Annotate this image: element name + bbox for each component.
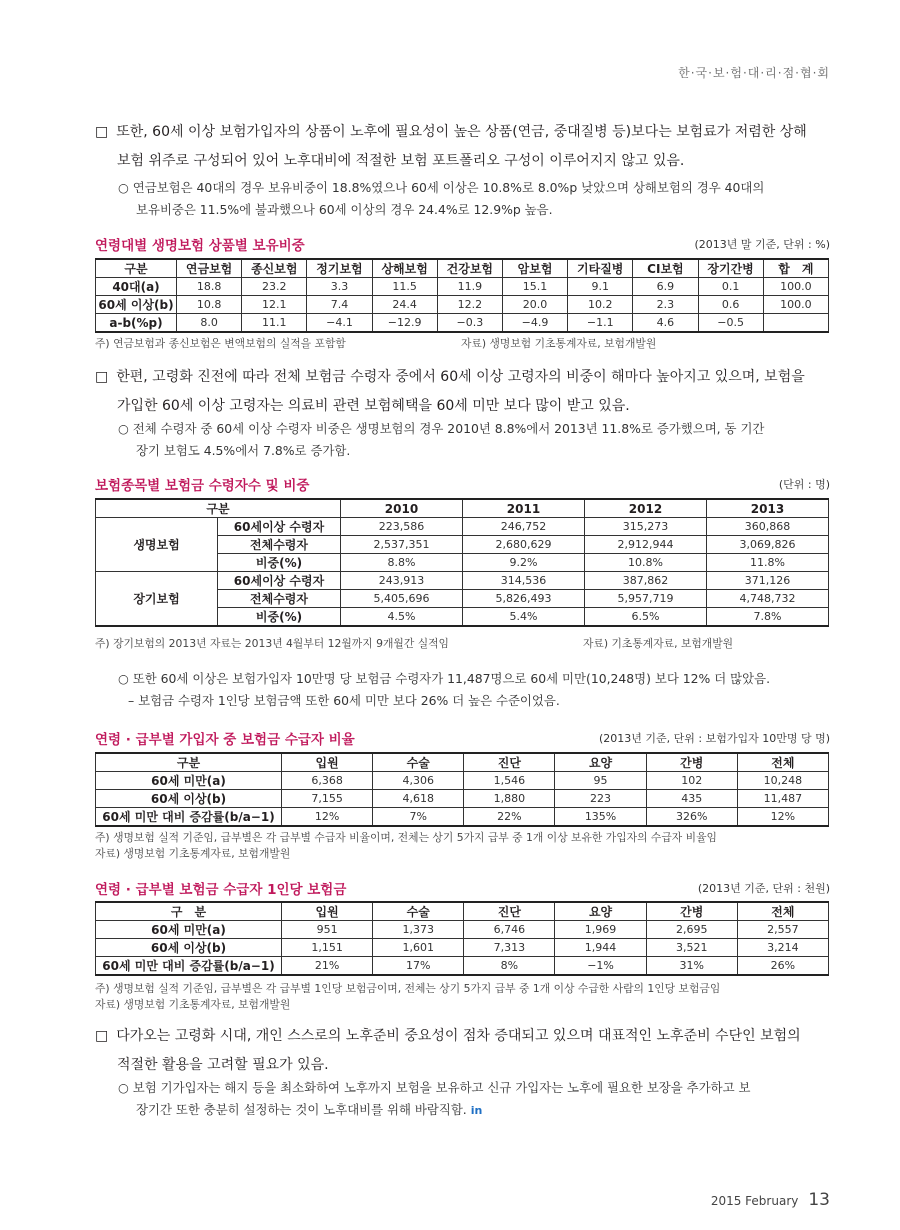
table-cell: 4.6: [633, 314, 698, 333]
column-header: 간병: [646, 753, 737, 772]
table-cell: −0.3: [437, 314, 502, 333]
table-cell: 12%: [737, 808, 828, 827]
column-header: 정기보험: [307, 259, 372, 278]
table-recipient-ratio: [95, 752, 829, 827]
column-header: CI보험: [633, 259, 698, 278]
table-cell: 7,155: [282, 790, 373, 808]
table-2-title-bar: [95, 474, 830, 494]
table-cell: 102: [646, 772, 737, 790]
table-holding-ratio: [95, 258, 829, 333]
table-cell: 5,826,493: [463, 590, 585, 608]
row-label: 60세 미만 대비 증감률(b/a−1): [96, 957, 282, 976]
table-cell: 17%: [373, 957, 464, 976]
table-cell: 7,313: [464, 939, 555, 957]
table-row: [96, 808, 829, 827]
table-cell: −1%: [555, 957, 646, 976]
table-cell: 1,880: [464, 790, 555, 808]
row-label: a-b(%p): [96, 314, 177, 333]
paragraph-line: 가입한 60세 이상 고령자는 의료비 관련 보험혜택을 60세 미만 보다 많이 받고 있음.: [117, 398, 630, 414]
table-cell: 7.4: [307, 296, 372, 314]
table-cell: 4,748,732: [707, 590, 829, 608]
table-cell: 326%: [646, 808, 737, 827]
column-header: 2013: [707, 499, 829, 518]
magazine-header: 한·국·보·험·대·리·점·협·회: [678, 66, 830, 80]
table-cell: −0.5: [698, 314, 763, 333]
row-label: 60세 미만(a): [96, 921, 282, 939]
column-header: 전체: [737, 902, 828, 921]
sub-line: 보험 기가입자는 해지 등을 최소화하여 노후까지 보험을 보유하고 신규 가입자는 노후에 필요한 보장을 추가하고 보: [132, 1080, 751, 1095]
table-cell: 3.3: [307, 278, 372, 296]
table-4-note: [95, 981, 835, 1013]
row-label: 60세 미만 대비 증감률(b/a−1): [96, 808, 282, 827]
table-amount-per-person: [95, 901, 829, 976]
row-label: 40대(a): [96, 278, 177, 296]
table-cell: 360,868: [707, 518, 829, 536]
table-cell: 18.8: [177, 278, 242, 296]
table-cell: 3,069,826: [707, 536, 829, 554]
table-title: 연령대별 생명보험 상품별 보유비중: [95, 238, 305, 254]
sub-bullet-1: [118, 177, 833, 221]
column-header: 구분: [96, 753, 282, 772]
table-cell: 11,487: [737, 790, 828, 808]
table-cell: 371,126: [707, 572, 829, 590]
table-cell: 387,862: [585, 572, 707, 590]
table-cell: 11.1: [242, 314, 307, 333]
note-text: 주) 연금보험과 종신보험은 변액보험의 실적을 포함함: [95, 337, 346, 350]
row-label: 60세 미만(a): [96, 772, 282, 790]
table-cell: −1.1: [568, 314, 633, 333]
table-cell: 5,405,696: [341, 590, 463, 608]
circle-bullet-icon: ○: [118, 1080, 129, 1095]
table-cell: 31%: [646, 957, 737, 976]
row-label: 비중(%): [218, 608, 341, 627]
table-cell: 10,248: [737, 772, 828, 790]
table-cell: 12.2: [437, 296, 502, 314]
table-row: [96, 572, 829, 590]
header-row: [96, 499, 829, 518]
sub-bullet-4: [118, 1077, 833, 1122]
table-unit: (2013년 말 기준, 단위 : %): [694, 238, 830, 251]
sub-line: 또한 60세 이상은 보험가입자 10만명 당 보험금 수령자가 11,487명으로 60세 미만(10,248명) 보다 12% 더 많았음.: [132, 671, 771, 686]
paragraph-1: [95, 118, 835, 176]
table-cell: 2,557: [737, 921, 828, 939]
table-unit: (2013년 기준, 단위 : 천원): [697, 882, 830, 895]
table-cell: 20.0: [502, 296, 567, 314]
column-header: 합 계: [763, 259, 828, 278]
table-cell: 12.1: [242, 296, 307, 314]
table-row: [96, 278, 829, 296]
table-4-title-bar: [95, 878, 830, 898]
source-text: 자료) 생명보험 기초통계자료, 보험개발원: [95, 847, 291, 860]
column-header: 수술: [373, 753, 464, 772]
row-label: 전체수령자: [218, 590, 341, 608]
source-text: 자료) 기초통계자료, 보험개발원: [583, 637, 734, 650]
table-title: 연령 · 급부별 보험금 수급자 1인당 보험금: [95, 882, 347, 898]
table-cell: 6,368: [282, 772, 373, 790]
column-header: 요양: [555, 753, 646, 772]
column-header: 입원: [282, 753, 373, 772]
table-cell: 5.4%: [463, 608, 585, 627]
table-cell: 100.0: [763, 278, 828, 296]
table-row: [96, 772, 829, 790]
row-label: 60세 이상(b): [96, 296, 177, 314]
table-2-note: [95, 636, 835, 652]
table-cell: 11.8%: [707, 554, 829, 572]
table-cell: 6,746: [464, 921, 555, 939]
circle-bullet-icon: ○: [118, 671, 129, 686]
sub-line: 장기간 또한 충분히 설정하는 것이 노후대비를 위해 바람직함.: [136, 1102, 467, 1117]
table-cell: 100.0: [763, 296, 828, 314]
column-header: 진단: [464, 753, 555, 772]
table-cell: 4.5%: [341, 608, 463, 627]
column-header: 구분: [96, 259, 177, 278]
table-1-title-bar: [95, 234, 830, 254]
row-label: 60세 이상(b): [96, 939, 282, 957]
column-header: 구분: [96, 499, 341, 518]
table-cell: 10.8: [177, 296, 242, 314]
table-cell: 8.0: [177, 314, 242, 333]
square-bullet-icon: □: [95, 1028, 109, 1044]
column-header: 2012: [585, 499, 707, 518]
column-header: 2011: [463, 499, 585, 518]
table-cell: 314,536: [463, 572, 585, 590]
sub-bullet-3: [118, 668, 833, 712]
column-header: 장기간병: [698, 259, 763, 278]
source-text: 자료) 생명보험 기초통계자료, 보험개발원: [461, 337, 657, 350]
table-cell: 1,944: [555, 939, 646, 957]
column-header: 암보험: [502, 259, 567, 278]
column-header: 건강보험: [437, 259, 502, 278]
magazine-logo-icon: in: [470, 1104, 483, 1117]
table-cell: 21%: [282, 957, 373, 976]
sub-bullet-2: [118, 418, 833, 462]
table-cell: 3,214: [737, 939, 828, 957]
table-cell: 2,680,629: [463, 536, 585, 554]
column-header: 연금보험: [177, 259, 242, 278]
table-cell: 4,306: [373, 772, 464, 790]
paragraph-line: 적절한 활용을 고려할 필요가 있음.: [117, 1057, 329, 1073]
table-cell: 11.9: [437, 278, 502, 296]
paragraph-2: [95, 363, 835, 421]
column-header: 종신보험: [242, 259, 307, 278]
paragraph-line: 한편, 고령화 진전에 따라 전체 보험금 수령자 중에서 60세 이상 고령자의 비중이 해마다 높아지고 있으며, 보험을: [116, 369, 805, 385]
table-row: [96, 314, 829, 333]
table-cell: −4.1: [307, 314, 372, 333]
column-header: 기타질병: [568, 259, 633, 278]
table-row: [96, 296, 829, 314]
column-header: 요양: [555, 902, 646, 921]
row-label: 60세이상 수령자: [218, 518, 341, 536]
row-label: 60세이상 수령자: [218, 572, 341, 590]
paragraph-line: 보험 위주로 구성되어 있어 노후대비에 적절한 보험 포트폴리오 구성이 이루어지지 않고 있음.: [117, 153, 685, 169]
table-cell: 435: [646, 790, 737, 808]
group-label: 장기보험: [96, 572, 218, 627]
table-cell: 2.3: [633, 296, 698, 314]
table-cell: 6.5%: [585, 608, 707, 627]
table-cell: 223,586: [341, 518, 463, 536]
table-cell: 11.5: [372, 278, 437, 296]
column-header: 상해보험: [372, 259, 437, 278]
table-row: [96, 921, 829, 939]
table-cell: 15.1: [502, 278, 567, 296]
table-cell: 1,373: [373, 921, 464, 939]
issue-date: 2015 February: [710, 1194, 799, 1208]
table-cell: 8%: [464, 957, 555, 976]
table-cell: −12.9: [372, 314, 437, 333]
table-cell: 1,601: [373, 939, 464, 957]
table-cell: 2,537,351: [341, 536, 463, 554]
page-number: 13: [808, 1190, 830, 1210]
table-cell: 7.8%: [707, 608, 829, 627]
table-cell: 315,273: [585, 518, 707, 536]
table-cell: 243,913: [341, 572, 463, 590]
table-1-note: [95, 336, 835, 352]
table-unit: (2013년 기준, 단위 : 보험가입자 10만명 당 명): [598, 732, 830, 745]
table-row: [96, 957, 829, 976]
column-header: 입원: [282, 902, 373, 921]
column-header: 구 분: [96, 902, 282, 921]
column-header: 진단: [464, 902, 555, 921]
note-text: 주) 장기보험의 2013년 자료는 2013년 4월부터 12월까지 9개월간 실적임: [95, 637, 449, 650]
table-3-title-bar: [95, 728, 830, 748]
table-row: [96, 790, 829, 808]
column-header: 2010: [341, 499, 463, 518]
table-cell: 9.1: [568, 278, 633, 296]
table-cell: 24.4: [372, 296, 437, 314]
column-header: 간병: [646, 902, 737, 921]
table-cell: −4.9: [502, 314, 567, 333]
table-recipients: [95, 498, 829, 627]
table-cell: 9.2%: [463, 554, 585, 572]
table-title: 보험종목별 보험금 수령자수 및 비중: [95, 478, 310, 494]
square-bullet-icon: □: [95, 369, 109, 385]
sub-line: 보유비중은 11.5%에 불과했으나 60세 이상의 경우 24.4%로 12.9%p 높음.: [136, 202, 553, 217]
group-label: 생명보험: [96, 518, 218, 572]
table-cell: 0.1: [698, 278, 763, 296]
table-cell: [763, 314, 828, 333]
table-cell: 10.2: [568, 296, 633, 314]
table-cell: 951: [282, 921, 373, 939]
note-text: 주) 생명보험 실적 기준임, 급부별은 각 급부별 수급자 비율이며, 전체는 상기 5가지 급부 중 1개 이상 보유한 가입자의 수급자 비율임: [95, 831, 717, 844]
table-cell: 22%: [464, 808, 555, 827]
sub-line: 연금보험은 40대의 경우 보유비중이 18.8%였으나 60세 이상은 10.8%로 8.0%p 낮았으며 상해보험의 경우 40대의: [132, 180, 765, 195]
column-header: 전체: [737, 753, 828, 772]
source-text: 자료) 생명보험 기초통계자료, 보험개발원: [95, 998, 291, 1011]
table-cell: 246,752: [463, 518, 585, 536]
note-text: 주) 생명보험 실적 기준임, 급부별은 각 급부별 1인당 보험금이며, 전체는 상기 5가지 급부 중 1개 이상 수급한 사람의 1인당 보험금임: [95, 982, 721, 995]
table-row: [96, 518, 829, 536]
table-cell: 6.9: [633, 278, 698, 296]
sub-line: 전체 수령자 중 60세 이상 수령자 비중은 생명보험의 경우 2010년 8.8%에서 2013년 11.8%로 증가했으며, 동 기간: [132, 421, 765, 436]
table-title: 연령 · 급부별 가입자 중 보험금 수급자 비율: [95, 732, 355, 748]
table-cell: 135%: [555, 808, 646, 827]
paragraph-line: 또한, 60세 이상 보험가입자의 상품이 노후에 필요성이 높은 상품(연금, 중대질병 등)보다는 보험료가 저렴한 상해: [116, 124, 807, 140]
table-cell: 8.8%: [341, 554, 463, 572]
table-cell: 7%: [373, 808, 464, 827]
paragraph-line: 다가오는 고령화 시대, 개인 스스로의 노후준비 중요성이 점차 증대되고 있으며 대표적인 노후준비 수단인 보험의: [116, 1028, 801, 1044]
table-cell: 3,521: [646, 939, 737, 957]
table-cell: 1,969: [555, 921, 646, 939]
circle-bullet-icon: ○: [118, 180, 129, 195]
table-cell: 26%: [737, 957, 828, 976]
paragraph-4: [95, 1022, 835, 1080]
table-cell: 2,695: [646, 921, 737, 939]
table-cell: 4,618: [373, 790, 464, 808]
table-3-note: [95, 830, 835, 862]
row-label: 60세 이상(b): [96, 790, 282, 808]
row-label: 비중(%): [218, 554, 341, 572]
table-cell: 23.2: [242, 278, 307, 296]
table-cell: 223: [555, 790, 646, 808]
table-unit: (단위 : 명): [778, 478, 830, 491]
table-cell: 1,546: [464, 772, 555, 790]
table-cell: 0.6: [698, 296, 763, 314]
row-label: 전체수령자: [218, 536, 341, 554]
sub-line: – 보험금 수령자 1인당 보험금액 또한 60세 미만 보다 26% 더 높은 수준이었음.: [128, 693, 560, 708]
table-cell: 5,957,719: [585, 590, 707, 608]
column-header: 수술: [373, 902, 464, 921]
table-cell: 12%: [282, 808, 373, 827]
table-cell: 10.8%: [585, 554, 707, 572]
table-cell: 1,151: [282, 939, 373, 957]
table-cell: 95: [555, 772, 646, 790]
sub-line: 장기 보험도 4.5%에서 7.8%로 증가함.: [136, 443, 351, 458]
square-bullet-icon: □: [95, 124, 109, 140]
circle-bullet-icon: ○: [118, 421, 129, 436]
table-cell: 2,912,944: [585, 536, 707, 554]
table-row: [96, 939, 829, 957]
page-footer: [711, 1190, 830, 1210]
